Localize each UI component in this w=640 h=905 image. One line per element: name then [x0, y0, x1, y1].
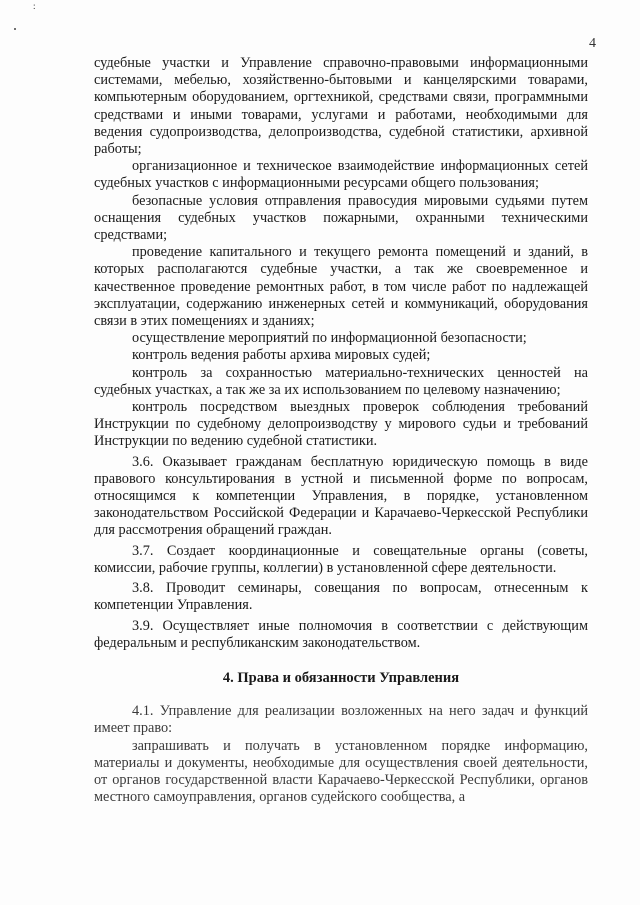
- paragraph: судебные участки и Управление справочно-правовыми информационными системами, мебелью, хозяйственно-бытовыми и канцелярскими товарами, компьютерным оборудованием, оргтехникой, средствами связи, программными средствами и иными товарами, услугами и работами, необходимыми для ведения судопроизводства, делопроизводства, судебной статистики, архивной работы;: [94, 55, 588, 158]
- paragraph: 3.6. Оказывает гражданам бесплатную юридическую помощь в виде правового консультирования в устной и письменной форме по вопросам, относящимся к компетенции Управления, в порядке, установленном законодательством Российской Федерации и Карачаево-Черкесской Республики для рассмотрения обращений граждан.: [94, 453, 588, 539]
- paragraph: контроль посредством выездных проверок соблюдения требований Инструкции по судебному делопроизводству у мирового судьи и требований Инструкции по ведению судебной статистики.: [94, 399, 588, 450]
- paragraph: запрашивать и получать в установленном порядке информацию, материалы и документы, необходимые для осуществления своей деятельности, от органов государственной власти Карачаево-Черкесской Республики, органов местного самоуправления, органов судейского сообщества, а: [94, 737, 588, 806]
- paragraph: контроль за сохранностью материально-технических ценностей на судебных участках, а так же за их использованием по целевому назначению;: [94, 364, 588, 398]
- paragraph: безопасные условия отправления правосудия мировыми судьями путем оснащения судебных участков пожарными, охранными техническими средствами;: [94, 192, 588, 244]
- paragraph: 3.8. Проводит семинары, совещания по вопросам, отнесенным к компетенции Управления.: [94, 580, 588, 614]
- paragraph: 4.1. Управление для реализации возложенных на него задач и функций имеет право:: [94, 703, 588, 737]
- paragraph: контроль ведения работы архива мировых судей;: [132, 347, 431, 364]
- document-body: [94, 55, 588, 806]
- section-heading: 4. Права и обязанности Управления: [222, 669, 460, 686]
- paragraph: проведение капитального и текущего ремонта помещений и зданий, в которых располагаются судебные участки, а так же своевременное и качественное проведение ремонтных работ, в том числе работ по надлежащей эксплуатации, содержанию инженерных сетей и коммуникаций, оборудования связи в этих помещениях и зданиях;: [94, 244, 588, 330]
- scan-dot: [14, 28, 16, 30]
- scan-marks: :: [33, 1, 36, 11]
- paragraph: 3.9. Осуществляет иные полномочия в соответствии с действующим федеральным и республиканским законодательством.: [94, 617, 588, 651]
- page-number: 4: [589, 36, 596, 51]
- paragraph: осуществление мероприятий по информационной безопасности;: [132, 330, 527, 347]
- paragraph: организационное и техническое взаимодействие информационных сетей судебных участков с информационными ресурсами общего пользования;: [94, 158, 588, 192]
- paragraph: 3.7. Создает координационные и совещательные органы (советы, комиссии, рабочие группы, коллегии) в установленной сфере деятельности.: [94, 542, 588, 576]
